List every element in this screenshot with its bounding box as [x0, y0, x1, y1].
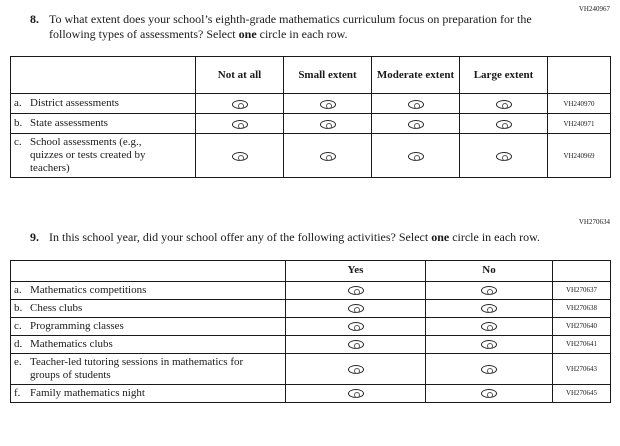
answer-oval[interactable]: [408, 120, 424, 129]
answer-cell: [284, 114, 372, 134]
answer-oval[interactable]: [481, 322, 497, 331]
empty-header-cell: [553, 260, 611, 281]
empty-header-cell: [548, 57, 611, 94]
question-8-code: VH240967: [578, 5, 610, 13]
table-row: [11, 94, 611, 114]
column-header: No: [426, 260, 553, 281]
column-header: Yes: [286, 260, 426, 281]
question-8-text: [30, 12, 564, 41]
answer-cell: [426, 317, 553, 335]
header-row: [11, 260, 611, 281]
answer-cell: [286, 353, 426, 384]
table-row: [11, 281, 611, 299]
question-9-table: [10, 260, 611, 403]
answer-oval[interactable]: [348, 322, 364, 331]
question-9-number: 9.: [30, 230, 39, 245]
answer-cell: [460, 134, 548, 178]
answer-cell: [426, 299, 553, 317]
empty-header-cell: [11, 260, 286, 281]
answer-cell: [284, 134, 372, 178]
question-8-section: [10, 5, 612, 178]
question-8-number: 8.: [30, 12, 39, 26]
column-header: Moderate extent: [372, 57, 460, 94]
answer-oval[interactable]: [496, 152, 512, 161]
table-row: [11, 384, 611, 402]
row-label: a. District assessments: [11, 94, 196, 114]
question-9-prompt: In this school year, did your school offer any of the following activities? Select one circle in each row.: [49, 230, 541, 245]
row-label: c. School assessments (e.g., quizzes or tests created by teachers): [11, 134, 196, 178]
answer-cell: [196, 114, 284, 134]
row-label: b. Chess clubs: [11, 299, 286, 317]
row-label: b. State assessments: [11, 114, 196, 134]
row-label: e. Teacher-led tutoring sessions in mathematics for groups of students: [11, 353, 286, 384]
answer-oval[interactable]: [348, 286, 364, 295]
answer-cell: [460, 114, 548, 134]
answer-oval[interactable]: [320, 100, 336, 109]
answer-oval[interactable]: [408, 100, 424, 109]
row-code: VH240970: [548, 94, 611, 114]
row-code: VH270640: [553, 317, 611, 335]
row-code: VH270641: [553, 335, 611, 353]
answer-cell: [426, 335, 553, 353]
answer-oval[interactable]: [232, 100, 248, 109]
answer-cell: [286, 299, 426, 317]
answer-cell: [286, 384, 426, 402]
answer-cell: [426, 353, 553, 384]
answer-oval[interactable]: [481, 304, 497, 313]
answer-cell: [372, 94, 460, 114]
answer-oval[interactable]: [348, 389, 364, 398]
answer-cell: [286, 317, 426, 335]
answer-cell: [372, 134, 460, 178]
row-code: VH240971: [548, 114, 611, 134]
answer-oval[interactable]: [481, 340, 497, 349]
answer-cell: [196, 134, 284, 178]
table-row: [11, 335, 611, 353]
answer-cell: [284, 94, 372, 114]
row-label: a. Mathematics competitions: [11, 281, 286, 299]
answer-cell: [196, 94, 284, 114]
answer-oval[interactable]: [232, 152, 248, 161]
column-header: Large extent: [460, 57, 548, 94]
question-8-table: [10, 56, 611, 178]
row-code: VH270637: [553, 281, 611, 299]
table-row: [11, 299, 611, 317]
answer-oval[interactable]: [320, 120, 336, 129]
row-code: VH270645: [553, 384, 611, 402]
answer-oval[interactable]: [408, 152, 424, 161]
answer-oval[interactable]: [481, 389, 497, 398]
answer-cell: [372, 114, 460, 134]
question-8-prompt: To what extent does your school’s eighth-grade mathematics curriculum focus on preparation for the following types of assessments? Select one circle in each row.: [49, 12, 532, 41]
table-row: [11, 134, 611, 178]
answer-cell: [426, 281, 553, 299]
answer-oval[interactable]: [481, 365, 497, 374]
row-label: f. Family mathematics night: [11, 384, 286, 402]
empty-header-cell: [11, 57, 196, 94]
question-9-section: [10, 218, 612, 403]
question-9-code: VH270634: [578, 218, 610, 227]
answer-oval[interactable]: [348, 304, 364, 313]
column-header: Small extent: [284, 57, 372, 94]
answer-oval[interactable]: [320, 152, 336, 161]
answer-cell: [286, 281, 426, 299]
answer-oval[interactable]: [496, 120, 512, 129]
row-label: d. Mathematics clubs: [11, 335, 286, 353]
answer-oval[interactable]: [496, 100, 512, 109]
answer-oval[interactable]: [348, 365, 364, 374]
answer-oval[interactable]: [348, 340, 364, 349]
answer-oval[interactable]: [481, 286, 497, 295]
table-row: [11, 114, 611, 134]
table-row: [11, 353, 611, 384]
row-code: VH270643: [553, 353, 611, 384]
question-9-text: [30, 230, 564, 245]
answer-cell: [426, 384, 553, 402]
answer-oval[interactable]: [232, 120, 248, 129]
answer-cell: [460, 94, 548, 114]
row-code: VH240969: [548, 134, 611, 178]
row-label: c. Programming classes: [11, 317, 286, 335]
answer-cell: [286, 335, 426, 353]
row-code: VH270638: [553, 299, 611, 317]
header-row: [11, 57, 611, 94]
table-row: [11, 317, 611, 335]
column-header: Not at all: [196, 57, 284, 94]
